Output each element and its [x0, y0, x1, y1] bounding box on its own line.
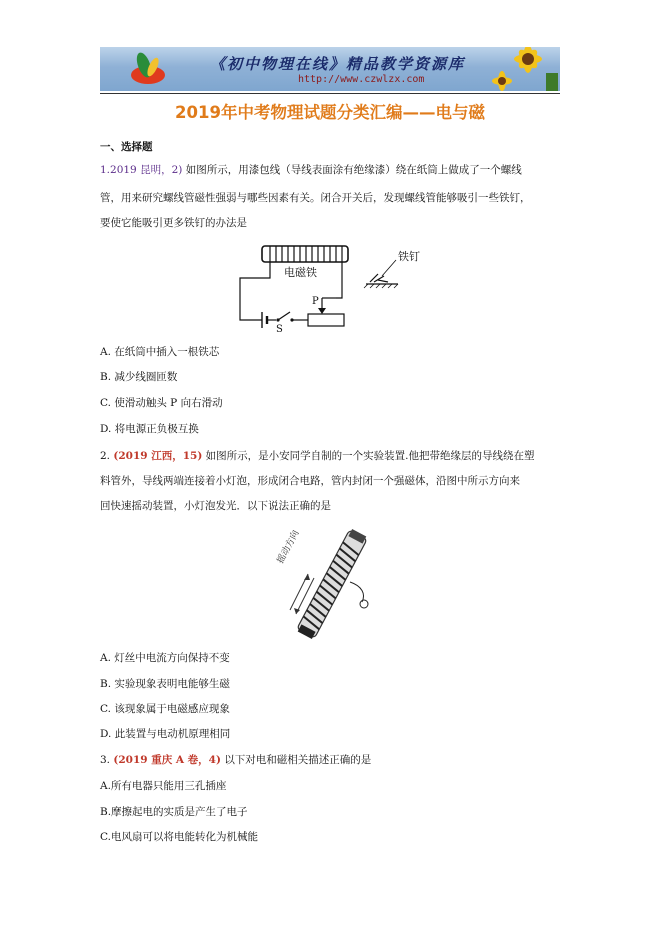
slider-label: P — [312, 296, 319, 307]
shake-direction-label: 摇动方向 — [276, 528, 302, 566]
q2-option-b: B. 实验现象表明电能够生磁 — [100, 678, 230, 690]
electromagnet-circuit-figure — [232, 240, 432, 332]
electromagnet-label: 电磁铁 — [284, 266, 317, 279]
q2-line-2: 料管外，导线两端连接着小灯泡，形成闭合电路，管内封闭一个强磁体，沿图中所示方向来 — [100, 475, 520, 487]
switch-label: S — [276, 324, 283, 332]
header-rule — [100, 93, 560, 94]
q3-stem: 以下对电和磁相关描述正确的是 — [224, 754, 372, 766]
q3-line-1 — [100, 753, 371, 767]
nail-label: 铁钉 — [398, 250, 420, 263]
q1-option-d: D. 将电源正负极互换 — [100, 423, 199, 435]
q2-option-d: D. 此装置与电动机原理相同 — [100, 728, 231, 740]
banner-title: 《初中物理在线》精品教学资源库 — [210, 55, 466, 73]
header-banner — [100, 47, 560, 91]
q2-option-c: C. 该现象属于电磁感应现象 — [100, 703, 230, 715]
q1-source: 1.2019 昆明，2) — [100, 164, 183, 176]
q2-option-a: A. 灯丝中电流方向保持不变 — [100, 652, 230, 664]
q1-option-c: C. 使滑动触头 P 向右滑动 — [100, 397, 223, 409]
q3-number: 3. — [100, 754, 111, 766]
section-heading: 一、选择题 — [100, 141, 153, 153]
q1-option-a: A. 在纸筒中插入一根铁芯 — [100, 346, 220, 358]
q1-stem-1: 如图所示，用漆包线（导线表面涂有绝缘漆）绕在纸筒上做成了一个螺线 — [185, 164, 522, 176]
q1-option-b: B. 减少线圈匝数 — [100, 371, 178, 383]
sunflower-icon — [488, 47, 558, 91]
q3-source: (2019 重庆 A 卷，4) — [113, 754, 221, 766]
q3-option-a: A.所有电器只能用三孔插座 — [100, 780, 227, 792]
q2-line-3: 回快速摇动装置，小灯泡发光．以下说法正确的是 — [100, 500, 331, 512]
q2-number: 2. — [100, 450, 111, 462]
q3-option-b: B.摩擦起电的实质是产生了电子 — [100, 806, 248, 818]
shaker-device-figure — [276, 524, 388, 642]
q3-option-c: C.电风扇可以将电能转化为机械能 — [100, 831, 258, 843]
q1-line-3: 要使它能吸引更多铁钉的办法是 — [100, 217, 247, 229]
q2-line-1 — [100, 449, 535, 463]
page-title: 2019年中考物理试题分类汇编——电与磁 — [175, 103, 485, 122]
site-logo-icon — [128, 49, 168, 89]
banner-url[interactable]: http://www.czwlzx.com — [298, 74, 425, 85]
q2-source: (2019 江西，15) — [113, 450, 203, 462]
q2-stem-1: 如图所示，是小安同学自制的一个实验装置.他把带绝缘层的导线绕在塑 — [205, 450, 535, 462]
q1-line-1 — [100, 163, 522, 177]
q1-line-2: 管，用来研究螺线管磁性强弱与哪些因素有关。闭合开关后，发现螺线管能够吸引一些铁钉， — [100, 192, 531, 204]
